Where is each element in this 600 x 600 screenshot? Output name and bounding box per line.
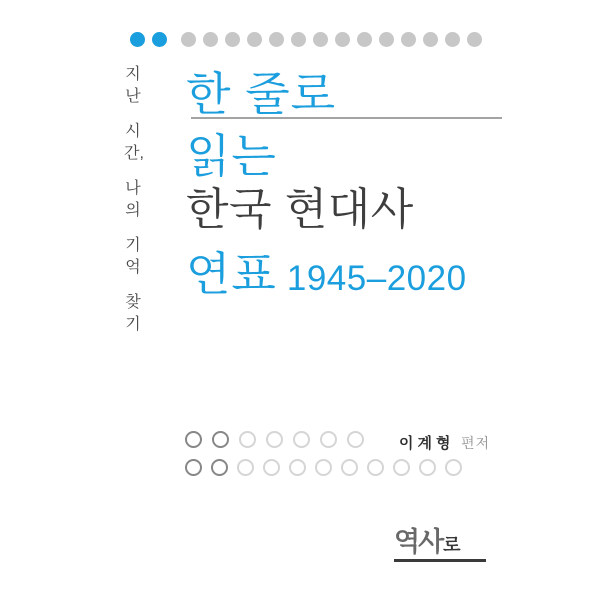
title-line-2: 읽는: [186, 130, 277, 182]
blue-dot: [152, 32, 167, 47]
ring-light: [419, 459, 436, 476]
side-tagline-char: 찾: [125, 294, 141, 311]
gray-dot: [423, 32, 438, 47]
side-tagline-char: 기: [125, 237, 141, 254]
ring-light: [315, 459, 332, 476]
side-tagline-char: 간,: [124, 145, 144, 162]
side-tagline-word: [124, 121, 142, 165]
publisher-logo-text: [394, 528, 488, 557]
gray-dot: [379, 32, 394, 47]
gray-dot: [225, 32, 240, 47]
ring-light: [237, 459, 254, 476]
side-tagline-word: [124, 178, 142, 222]
title-line-1: 한 줄로: [186, 68, 337, 120]
title-yeonpyo: 연표: [186, 248, 277, 300]
gray-dot: [247, 32, 262, 47]
ring-dark: [185, 459, 202, 476]
side-tagline-word: [124, 235, 142, 279]
ring-light: [367, 459, 384, 476]
title-line-4: [186, 250, 467, 298]
publisher-logo-underline: [394, 559, 486, 562]
side-tagline-word: [124, 292, 142, 336]
gray-dot: [467, 32, 482, 47]
blue-dot: [130, 32, 145, 47]
publisher-logo-large: 역사: [394, 527, 443, 557]
author-credit: [186, 432, 490, 453]
side-tagline: [124, 64, 142, 336]
author-role: 편저: [460, 435, 490, 451]
side-tagline-char: 나: [125, 180, 141, 197]
side-tagline-char: 의: [125, 202, 141, 219]
gray-dot: [335, 32, 350, 47]
gray-dot: [357, 32, 372, 47]
gray-dot: [313, 32, 328, 47]
gray-dot: [291, 32, 306, 47]
top-dots-row: [130, 32, 482, 47]
ring-light: [263, 459, 280, 476]
ring-dark: [211, 459, 228, 476]
gray-dot: [445, 32, 460, 47]
title-years: 1945–2020: [286, 259, 467, 298]
rings-row-2: [185, 459, 462, 476]
publisher-logo: [394, 528, 488, 562]
title-line-3: 한국 현대사: [186, 185, 414, 234]
ring-light: [289, 459, 306, 476]
side-tagline-char: 지: [125, 66, 141, 83]
side-tagline-word: [124, 64, 142, 108]
gray-dot: [181, 32, 196, 47]
side-tagline-char: 시: [125, 123, 141, 140]
side-tagline-char: 기: [125, 316, 141, 333]
side-tagline-char: 난: [125, 88, 141, 105]
gray-dot: [401, 32, 416, 47]
side-tagline-char: 억: [125, 259, 141, 276]
ring-light: [393, 459, 410, 476]
author-name: 이계형: [399, 435, 455, 452]
ring-light: [341, 459, 358, 476]
publisher-logo-small: 로: [443, 535, 461, 555]
gray-dot: [203, 32, 218, 47]
gray-dot: [269, 32, 284, 47]
ring-light: [445, 459, 462, 476]
